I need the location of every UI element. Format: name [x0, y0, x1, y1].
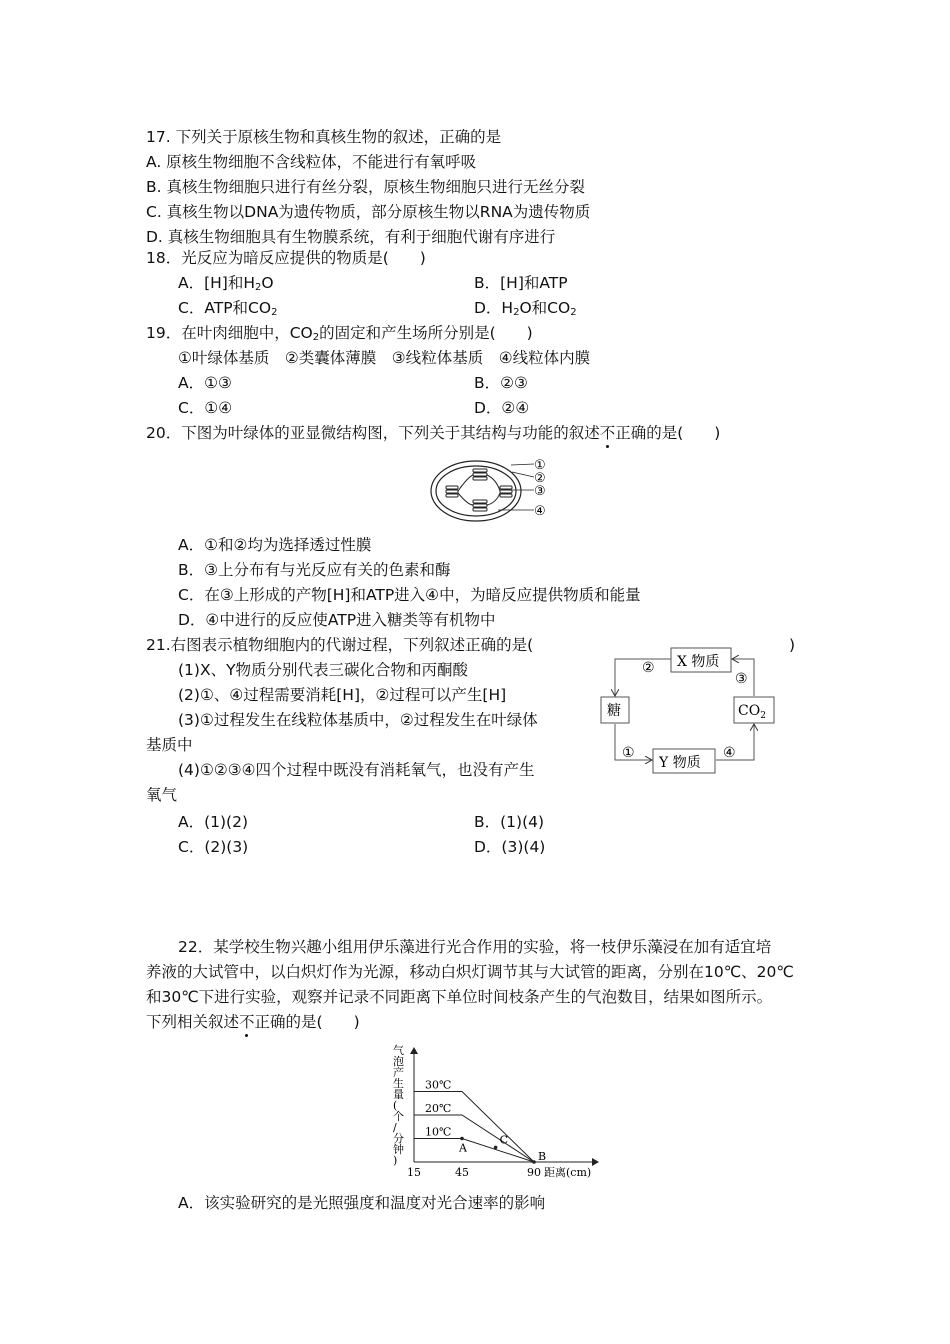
q19-items: ①叶绿体基质 ②类囊体薄膜 ③线粒体基质 ④线粒体内膜: [178, 349, 591, 367]
point-label: C: [499, 1133, 509, 1147]
q22-option-a: A．该实验研究的是光照强度和温度对光合速率的影响: [178, 1194, 546, 1212]
q19-option-a: A．①③: [178, 374, 232, 392]
q18-option-d: D．$H_2O$和$CO_2$: [474, 299, 577, 318]
process-4-label: ④: [723, 745, 736, 761]
q21-option-a: A．(1)(2): [178, 813, 249, 831]
y-label-char: ): [393, 1154, 398, 1167]
chloroplast-diagram: [428, 455, 558, 527]
metabolism-cycle-diagram: [596, 645, 781, 775]
q20-option-d: D．④中进行的反应使ATP进入糖类等有机物中: [178, 611, 496, 629]
q20-option-b: B．③上分布有与光反应有关的色素和酶: [178, 561, 451, 579]
q21-option-d: D．(3)(4): [474, 838, 546, 856]
q21-stem-close: ): [789, 636, 796, 654]
q19-option-c: C．①④: [178, 399, 233, 417]
q19-option-b: B．②③: [474, 374, 528, 392]
q18-option-b: B．[H]和ATP: [474, 274, 568, 292]
process-1-label: ①: [622, 745, 635, 761]
bubble-rate-chart: [388, 1040, 603, 1185]
chloroplast-label-2: ②: [534, 471, 546, 486]
y-substance-label: Y 物质: [659, 755, 701, 771]
q21-statement-4a: (4)①②③④四个过程中既没有消耗氧气，也没有产生: [178, 761, 535, 779]
y-label-char: 钟: [393, 1143, 404, 1156]
chloroplast-label-4: ④: [534, 504, 546, 519]
q19-stem: 19．在叶肉细胞中，$CO_2$的固定和产生场所分别是( ): [146, 324, 533, 343]
y-label-char: 产: [393, 1066, 404, 1079]
q21-statement-4b: 氧气: [146, 786, 178, 804]
chloroplast-label-1: ①: [534, 458, 546, 473]
point-label: A: [459, 1141, 467, 1155]
chloroplast-label-3: ③: [534, 484, 546, 499]
series-label: 10℃: [425, 1125, 452, 1139]
q21-statement-3b: 基质中: [146, 736, 193, 754]
x-axis-label: 距离(cm): [544, 1166, 592, 1179]
y-label-char: 生: [393, 1077, 404, 1090]
q17-option-d: D. 真核生物细胞具有生物膜系统，有利于细胞代谢有序进行: [146, 228, 556, 246]
y-label-char: 泡: [393, 1055, 404, 1068]
y-label-char: (: [393, 1099, 398, 1112]
q17-option-c: C. 真核生物以DNA为遗传物质，部分原核生物以RNA为遗传物质: [146, 203, 591, 221]
q20-stem: 20．下图为叶绿体的亚显微结构图，下列关于其结构与功能的叙述不正确的是( ): [146, 424, 721, 442]
x-tick-label: 15: [407, 1166, 421, 1179]
q17-option-b: B. 真核生物细胞只进行有丝分裂，原核生物细胞只进行无丝分裂: [146, 178, 585, 196]
q18-option-a: A．[H]和$H_2O$: [178, 274, 274, 293]
q17-stem: 17. 下列关于原核生物和真核生物的叙述，正确的是: [146, 128, 502, 146]
y-label-char: 分: [393, 1132, 404, 1145]
co2-label: $CO_2$: [738, 703, 766, 721]
point-marker: [460, 1137, 464, 1141]
q22-line-4: 下列相关叙述不正确的是( ): [146, 1013, 360, 1031]
q21-statement-3a: (3)①过程发生在线粒体基质中，②过程发生在叶绿体: [178, 711, 538, 729]
sugar-label: 糖: [607, 703, 621, 719]
q17-option-a: A. 原核生物细胞不含线粒体，不能进行有氧呼吸: [146, 153, 477, 171]
q19-option-d: D．②④: [474, 399, 530, 417]
y-label-char: 量: [393, 1088, 404, 1101]
q21-stem: 21.右图表示植物细胞内的代谢过程，下列叙述正确的是(: [146, 636, 534, 654]
q18-stem: 18．光反应为暗反应提供的物质是( ): [146, 249, 426, 267]
q21-option-c: C．(2)(3): [178, 838, 249, 856]
q22-line-3: 和30℃下进行实验，观察并记录不同距离下单位时间枝条产生的气泡数目，结果如图所示。: [146, 988, 773, 1006]
process-2-label: ②: [642, 660, 655, 676]
q21-statement-2: (2)①、④过程需要消耗[H]，②过程可以产生[H]: [178, 686, 507, 704]
q20-option-c: C．在③上形成的产物[H]和ATP进入④中，为暗反应提供物质和能量: [178, 586, 641, 604]
point-label: B: [538, 1150, 547, 1163]
series-label: 20℃: [425, 1102, 452, 1115]
y-label-char: 个: [393, 1110, 404, 1123]
point-marker: [494, 1146, 498, 1150]
q20-option-a: A．①和②均为选择透过性膜: [178, 536, 372, 554]
y-label-char: /: [393, 1121, 397, 1134]
series-label: 30℃: [425, 1078, 452, 1092]
y-label-char: 气: [393, 1044, 404, 1057]
q18-option-c: C．ATP和$CO_2$: [178, 299, 278, 318]
q22-line-1: 22．某学校生物兴趣小组用伊乐藻进行光合作用的实验，将一枝伊乐藻浸在加有适宜培: [178, 938, 772, 956]
x-tick-label: 45: [455, 1166, 469, 1179]
point-marker: [532, 1160, 536, 1164]
x-tick-label: 90: [527, 1166, 541, 1179]
q21-statement-1: (1)X、Y物质分别代表三碳化合物和丙酮酸: [178, 661, 469, 679]
q21-option-b: B．(1)(4): [474, 813, 545, 831]
process-3-label: ③: [735, 671, 748, 687]
q22-line-2: 养液的大试管中，以白炽灯作为光源，移动白炽灯调节其与大试管的距离，分别在10℃、20℃: [146, 963, 794, 981]
x-substance-label: X 物质: [677, 654, 720, 670]
